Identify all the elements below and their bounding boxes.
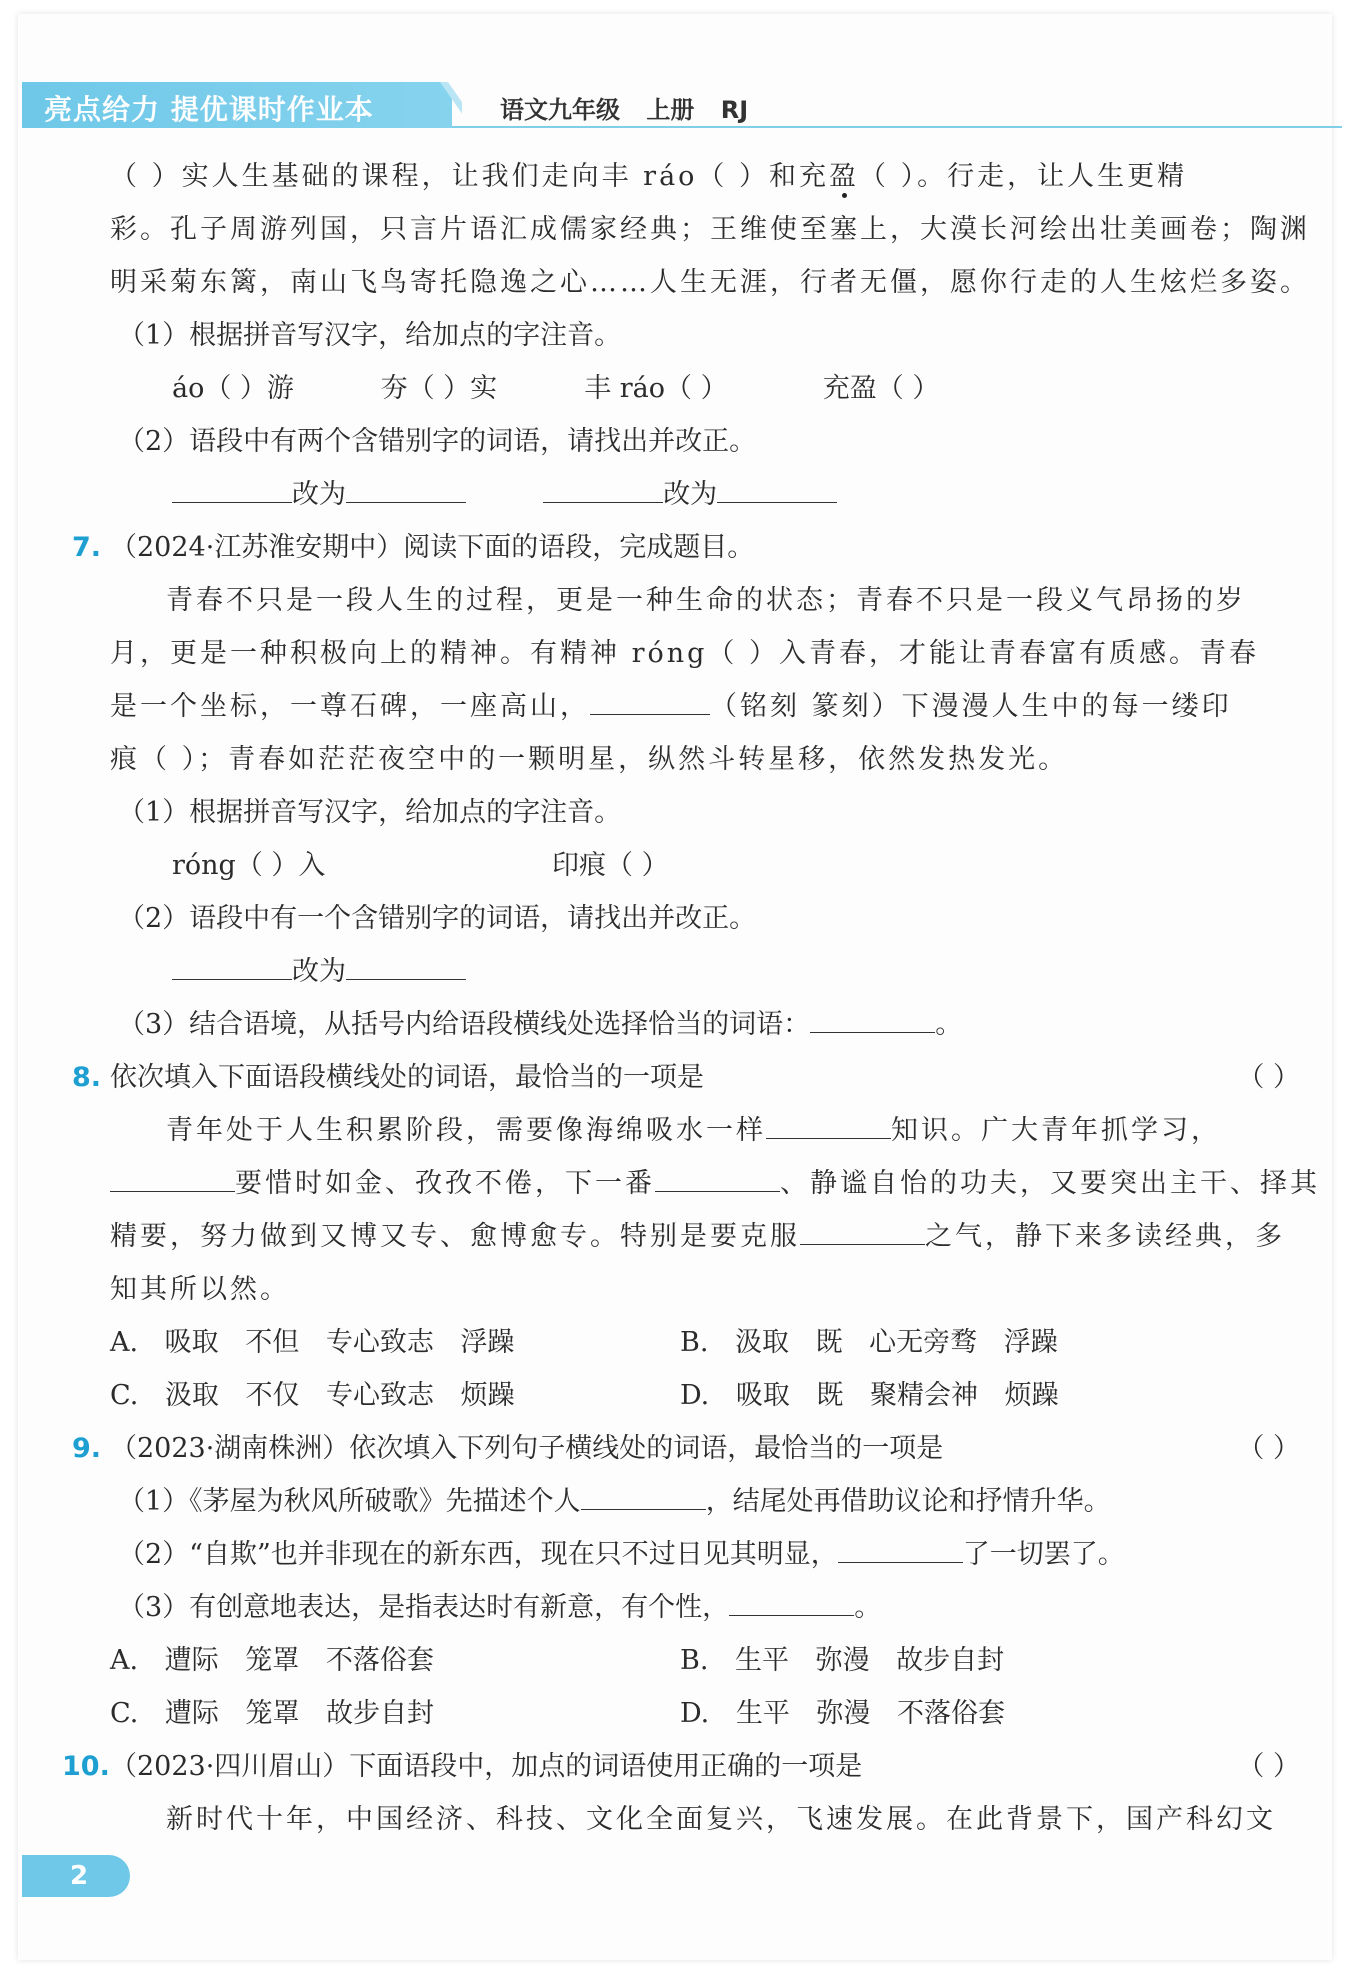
q6-sub2: （2）语段中有两个含错别字的词语，请找出并改正。 [118, 426, 757, 457]
q9-options-row [110, 1634, 1300, 1687]
answer-blank[interactable] [717, 468, 837, 503]
answer-blank[interactable] [172, 945, 292, 980]
q8-text: 要惜时如金、孜孜不倦，下一番 [235, 1168, 655, 1199]
q9-text: （1）《茅屋为秋风所破歌》先描述个人 [118, 1486, 581, 1517]
q6-sub1: （1）根据拼音写汉字，给加点的字注音。 [118, 320, 622, 351]
answer-blank[interactable] [172, 468, 292, 503]
answer-blank[interactable] [543, 468, 663, 503]
q9-options-row [110, 1687, 1300, 1740]
q7-passage-line [110, 680, 1300, 733]
q8-passage-line [110, 1104, 1300, 1157]
subject-grade: 语文九年级 [500, 96, 620, 124]
q6-text: （ ）实人生基础的课程，让我们走向丰 ráo（ ）和充 [110, 161, 830, 192]
q7-text: （铭刻 篆刻）下漫漫人生中的每一缕印 [710, 691, 1232, 722]
q6-passage-line [110, 150, 1300, 203]
q9-text: 。 [854, 1592, 882, 1623]
q6-item: 充盈（ ） [822, 373, 940, 404]
book-info [500, 90, 748, 125]
answer-blank[interactable] [110, 1157, 235, 1192]
q9-text: （3）有创意地表达，是指表达时有新意，有个性， [118, 1592, 730, 1623]
option-d[interactable]: D. 吸取 既 聚精会神 烦躁 [680, 1380, 1059, 1411]
q8-options-row [110, 1316, 1300, 1369]
page-header [22, 82, 1322, 128]
q6-item: 夯（ ）实 [380, 373, 498, 404]
q7-item: 印痕（ ） [552, 850, 669, 881]
q7-sub2: （2）语段中有一个含错别字的词语，请找出并改正。 [118, 903, 757, 934]
q7-sub1: （1）根据拼音写汉字，给加点的字注音。 [118, 797, 622, 828]
q7-stem [72, 521, 1300, 574]
q10-stem-text: （2023·四川眉山）下面语段中，加点的词语使用正确的一项是 [110, 1751, 863, 1782]
q9-sentence [110, 1475, 1300, 1528]
answer-blank[interactable] [590, 680, 710, 715]
q8-stem [72, 1051, 1300, 1104]
option-b[interactable]: B. 汲取 既 心无旁骛 浮躁 [680, 1327, 1058, 1358]
q8-text: 知识。广大青年抓学习， [891, 1115, 1221, 1146]
q9-text: ，结尾处再借助议论和抒情升华。 [705, 1486, 1111, 1517]
q9-sentence [110, 1581, 1300, 1634]
q7-passage-line: 月，更是一种积极向上的精神。有精神 róng（ ）入青春，才能让青春富有质感。青春 [110, 638, 1259, 669]
answer-blank[interactable] [838, 1528, 963, 1563]
answer-blank[interactable] [581, 1475, 706, 1510]
q8-passage-line: 知其所以然。 [110, 1274, 290, 1305]
q9-stem-text: （2023·湖南株洲）依次填入下列句子横线处的词语，最恰当的一项是 [110, 1433, 944, 1464]
question-number: 10. [62, 1751, 110, 1782]
answer-paren[interactable]: （ ） [1237, 1433, 1300, 1464]
q8-text: 青年处于人生积累阶段，需要像海绵吸水一样 [166, 1115, 766, 1146]
q7-text: 。 [935, 1009, 963, 1040]
change-label: 改为 [292, 479, 346, 510]
question-number: 9. [72, 1433, 102, 1464]
q8-stem-text: 依次填入下面语段横线处的词语，最恰当的一项是 [110, 1062, 704, 1093]
q6-item: 丰 ráo（ ） [584, 373, 728, 404]
q8-text: 、静谧自怡的功夫，又要突出主干、择其 [780, 1168, 1320, 1199]
q9-stem [72, 1422, 1300, 1475]
page-number: 2 [22, 1855, 130, 1897]
q7-passage-line: 青春不只是一段人生的过程，更是一种生命的状态；青春不只是一段义气昂扬的岁 [166, 585, 1246, 616]
q8-passage-line [110, 1210, 1300, 1263]
q7-passage-line: 痕（ ）；青春如茫茫夜空中的一颗明星，纵然斗转星移，依然发热发光。 [110, 744, 1069, 775]
question-number: 7. [72, 532, 102, 563]
option-a[interactable]: A. 吸取 不但 专心致志 浮躁 [110, 1327, 515, 1358]
dotted-char: 盈 [829, 161, 860, 192]
answer-blank[interactable] [346, 945, 466, 980]
answer-paren[interactable]: （ ） [1237, 1751, 1300, 1782]
q9-text: （2）“自欺”也并非现在的新东西，现在只不过日见其明显， [118, 1539, 838, 1570]
question-number: 8. [72, 1062, 102, 1093]
volume: 上册 [646, 96, 695, 124]
q6-answer-line [110, 468, 1300, 521]
q7-source: （2024·江苏淮安期中）阅读下面的语段，完成题目。 [110, 532, 755, 563]
option-c[interactable]: C. 遭际 笼罩 故步自封 [110, 1698, 435, 1729]
answer-blank[interactable] [766, 1104, 891, 1139]
q10-passage-line: 新时代十年，中国经济、科技、文化全面复兴，飞速发展。在此背景下，国产科幻文 [166, 1804, 1276, 1835]
q7-item: róng（ ）入 [172, 850, 326, 881]
change-label: 改为 [292, 956, 346, 987]
option-a[interactable]: A. 遭际 笼罩 不落俗套 [110, 1645, 434, 1676]
q6-item: áo（ ）游 [172, 373, 294, 404]
book-title: 亮点给力 提优课时作业本 [44, 93, 374, 126]
q6-passage-line: 彩。孔子周游列国，只言片语汇成儒家经典；王维使至塞上，大漠长河绘出壮美画卷；陶渊 [110, 214, 1310, 245]
change-label: 改为 [663, 479, 718, 510]
answer-blank[interactable] [346, 468, 466, 503]
answer-blank[interactable] [655, 1157, 780, 1192]
q9-sentence [110, 1528, 1300, 1581]
q7-answer-line [110, 945, 1300, 998]
answer-blank[interactable] [800, 1210, 925, 1245]
q8-text: 精要，努力做到又博又专、愈博愈专。特别是要克服 [110, 1221, 800, 1252]
q7-text: 是一个坐标，一尊石碑，一座高山， [110, 691, 590, 722]
edition: RJ [720, 96, 749, 124]
option-b[interactable]: B. 生平 弥漫 故步自封 [680, 1645, 1005, 1676]
q8-passage-line [110, 1157, 1320, 1210]
option-d[interactable]: D. 生平 弥漫 不落俗套 [680, 1698, 1006, 1729]
q6-sub1-items [110, 362, 1300, 415]
page-content [62, 150, 1320, 1846]
option-c[interactable]: C. 汲取 不仅 专心致志 烦躁 [110, 1380, 515, 1411]
q8-options-row [110, 1369, 1300, 1422]
q7-sub3-text: （3）结合语境，从括号内给语段横线处选择恰当的词语： [118, 1009, 811, 1040]
answer-blank[interactable] [729, 1581, 854, 1616]
q10-stem [62, 1740, 1300, 1793]
answer-blank[interactable] [810, 998, 935, 1033]
q8-text: 之气，静下来多读经典，多 [925, 1221, 1285, 1252]
header-rule [452, 126, 1342, 128]
q6-passage-line: 明采菊东篱，南山飞鸟寄托隐逸之心……人生无涯，行者无僵，愿你行走的人生炫烂多姿。 [110, 267, 1310, 298]
q6-text: （ ）。行走，让人生更精 [859, 161, 1188, 192]
q7-sub1-items [110, 839, 1300, 892]
answer-paren[interactable]: （ ） [1237, 1062, 1300, 1093]
q9-text: 了一切罢了。 [962, 1539, 1125, 1570]
q7-sub3 [110, 998, 1300, 1051]
